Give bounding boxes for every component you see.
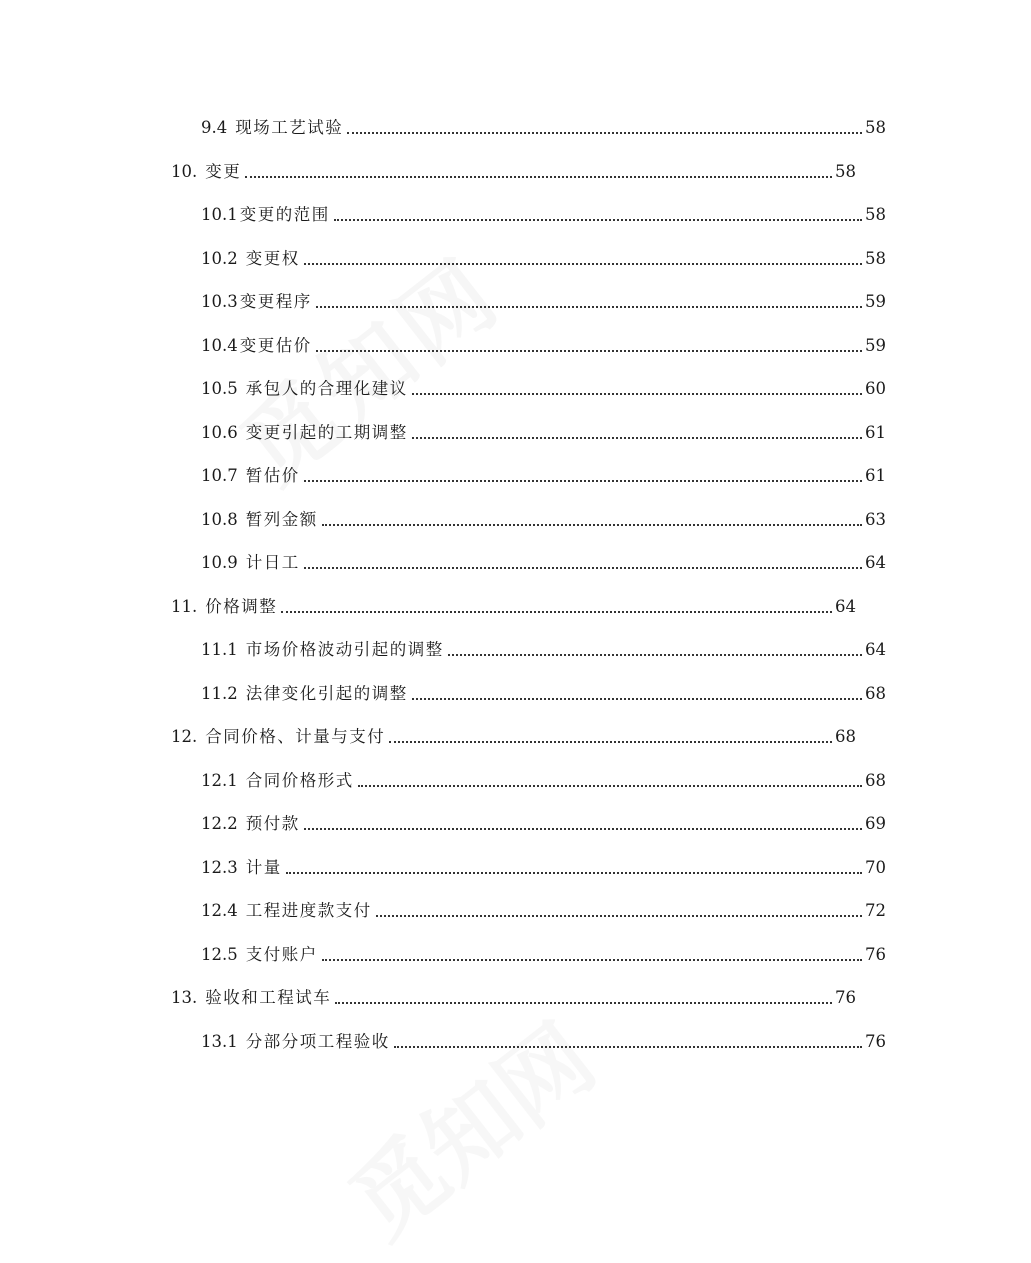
- toc-entry-page-number: 59: [865, 335, 886, 355]
- toc-dot-leader: [389, 741, 832, 743]
- toc-entry-page-number: 69: [865, 814, 886, 833]
- toc-entry[interactable]: [0, 935, 1031, 965]
- toc-entry-title: 市场价格波动引起的调整: [245, 640, 444, 659]
- toc-entry-number: 9.4: [201, 118, 228, 137]
- toc-entry[interactable]: [0, 326, 1031, 356]
- toc-entry-title: 验收和工程试车: [205, 988, 332, 1007]
- toc-dot-leader: [412, 393, 862, 395]
- toc-entry[interactable]: [0, 369, 1031, 399]
- toc-dot-leader: [335, 1002, 832, 1004]
- toc-entry-title: 变更估价: [239, 335, 312, 355]
- toc-entry-page-number: 58: [835, 161, 856, 181]
- toc-entry-number: 10.: [171, 161, 198, 181]
- toc-entry-page-number: 76: [835, 988, 856, 1007]
- toc-entry[interactable]: [0, 500, 1031, 530]
- toc-entry-number: 10.5: [201, 379, 238, 398]
- toc-entry-page-number: 68: [835, 727, 856, 746]
- toc-entry[interactable]: [0, 804, 1031, 834]
- toc-entry-number: 12.1: [201, 770, 238, 790]
- toc-dot-leader: [412, 437, 862, 439]
- toc-entry-page-number: 68: [865, 770, 886, 790]
- toc-entry-page-number: 64: [865, 553, 886, 572]
- toc-entry-title: 变更程序: [239, 292, 312, 311]
- toc-dot-leader: [281, 611, 832, 613]
- toc-entry-title: 现场工艺试验: [235, 118, 344, 137]
- toc-entry-number: 10.6: [201, 422, 238, 442]
- toc-entry[interactable]: [0, 848, 1031, 878]
- toc-entry-title: 计量: [245, 857, 282, 877]
- toc-entry-number: 10.4: [201, 335, 238, 355]
- toc-entry-title: 支付账户: [245, 944, 318, 964]
- toc-entry-number: 12.3: [201, 857, 238, 877]
- toc-entry[interactable]: [0, 674, 1031, 704]
- toc-entry-title: 合同价格形式: [245, 770, 354, 790]
- toc-entry[interactable]: [0, 543, 1031, 573]
- toc-entry-title: 变更引起的工期调整: [245, 422, 408, 442]
- toc-entry-page-number: 76: [865, 1031, 886, 1051]
- toc-entry-title: 暂列金额: [245, 509, 318, 529]
- toc-dot-leader: [322, 959, 862, 961]
- toc-entry-page-number: 60: [865, 379, 886, 398]
- toc-entry-title: 工程进度款支付: [245, 901, 372, 920]
- toc-dot-leader: [347, 132, 862, 134]
- toc-entry-title: 预付款: [245, 814, 300, 833]
- toc-entry-number: 10.8: [201, 509, 238, 529]
- toc-entry[interactable]: [0, 239, 1031, 269]
- toc-entry-title: 分部分项工程验收: [245, 1031, 390, 1051]
- toc-entry-number: 12.5: [201, 944, 238, 964]
- toc-entry-page-number: 59: [865, 292, 886, 311]
- toc-dot-leader: [358, 785, 862, 787]
- toc-entry-title: 承包人的合理化建议: [245, 379, 408, 398]
- toc-entry-number: 12.: [171, 727, 198, 746]
- toc-entry[interactable]: [0, 630, 1031, 660]
- toc-entry-page-number: 70: [865, 857, 886, 877]
- toc-entry-title: 暂估价: [245, 466, 300, 485]
- toc-entry-page-number: 72: [865, 901, 886, 920]
- toc-dot-leader: [304, 263, 862, 265]
- toc-entry-number: 10.9: [201, 553, 238, 572]
- toc-entry[interactable]: [0, 282, 1031, 312]
- toc-entry[interactable]: [0, 761, 1031, 791]
- toc-entry[interactable]: [0, 108, 1031, 138]
- toc-entry-title: 合同价格、计量与支付: [205, 727, 386, 746]
- toc-entry-title: 变更的范围: [239, 205, 330, 224]
- toc-entry-page-number: 58: [865, 118, 886, 137]
- toc-entry-page-number: 58: [865, 205, 886, 224]
- toc-entry[interactable]: [0, 1022, 1031, 1052]
- toc-dot-leader: [376, 915, 862, 917]
- toc-entry-number: 11.1: [201, 640, 238, 659]
- toc-entry-number: 10.2: [201, 248, 238, 268]
- toc-entry-page-number: 63: [865, 509, 886, 529]
- toc-dot-leader: [304, 567, 862, 569]
- toc-entry-number: 13.1: [201, 1031, 238, 1051]
- toc-dot-leader: [448, 654, 862, 656]
- toc-entry-number: 10.3: [201, 292, 238, 311]
- toc-entry-number: 11.: [171, 596, 198, 616]
- toc-entry-number: 13.: [171, 988, 198, 1007]
- toc-entry[interactable]: [0, 978, 1001, 1008]
- toc-entry-title: 计日工: [245, 553, 300, 572]
- toc-entry-number: 10.1: [201, 205, 238, 224]
- toc-entry-page-number: 61: [865, 422, 886, 442]
- toc-entry-title: 变更: [205, 161, 242, 181]
- toc-entry-title: 法律变化引起的调整: [245, 683, 408, 703]
- toc-dot-leader: [304, 480, 862, 482]
- toc-entry[interactable]: [0, 891, 1031, 921]
- toc-dot-leader: [322, 524, 862, 526]
- toc-dot-leader: [334, 219, 862, 221]
- toc-entry[interactable]: [0, 152, 1001, 182]
- toc-dot-leader: [316, 306, 862, 308]
- toc-entry-title: 变更权: [245, 248, 300, 268]
- toc-entry-number: 12.2: [201, 814, 238, 833]
- toc-entry-number: 10.7: [201, 466, 238, 485]
- toc-entry[interactable]: [0, 717, 1001, 747]
- toc-dot-leader: [412, 698, 862, 700]
- toc-entry-page-number: 58: [865, 248, 886, 268]
- toc-entry-page-number: 68: [865, 683, 886, 703]
- toc-entry-page-number: 64: [835, 596, 856, 616]
- toc-entry-page-number: 61: [865, 466, 886, 485]
- toc-entry-title: 价格调整: [205, 596, 278, 616]
- toc-entry[interactable]: [0, 195, 1031, 225]
- toc-entry-number: 11.2: [201, 683, 238, 703]
- toc-dot-leader: [394, 1046, 862, 1048]
- toc-dot-leader: [316, 350, 862, 352]
- toc-dot-leader: [304, 828, 862, 830]
- toc-entry[interactable]: [0, 413, 1031, 443]
- toc-dot-leader: [245, 176, 832, 178]
- toc-entry-number: 12.4: [201, 901, 238, 920]
- toc-dot-leader: [286, 872, 862, 874]
- toc-entry[interactable]: [0, 456, 1031, 486]
- toc-entry[interactable]: [0, 587, 1001, 617]
- toc-entry-page-number: 64: [865, 640, 886, 659]
- toc-entry-page-number: 76: [865, 944, 886, 964]
